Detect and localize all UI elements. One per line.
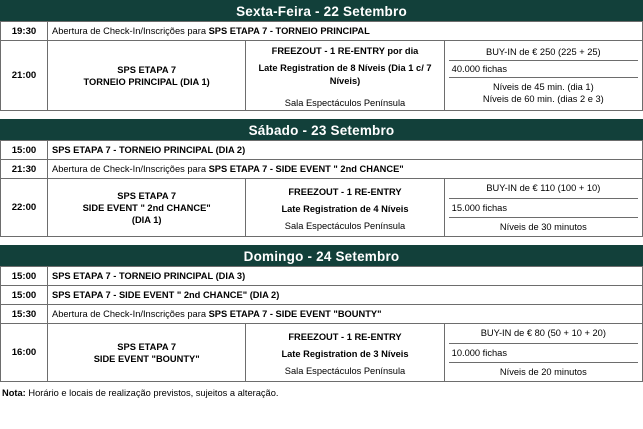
format-line: FREEZOUT - 1 RE-ENTRY [288, 187, 402, 197]
row-description-bold: SPS ETAPA 7 - TORNEIO PRINCIPAL (DIA 3) [52, 271, 246, 281]
row-description-bold: SPS ETAPA 7 - TORNEIO PRINCIPAL [208, 26, 370, 36]
row-description-bold: SPS ETAPA 7 - SIDE EVENT " 2nd CHANCE" [208, 164, 404, 174]
buyin-sub-row [449, 78, 638, 108]
row-description [48, 267, 643, 286]
format-line: Late Registration de 4 Níveis [281, 204, 409, 214]
day-table-domingo [0, 266, 643, 382]
row-description [48, 286, 643, 305]
row-time: 21:30 [1, 160, 48, 179]
buyin-amount: BUY-IN de € 80 (50 + 10 + 20) [449, 324, 638, 343]
row-description [48, 305, 643, 324]
blind-levels: Níveis de 30 minutos [499, 221, 587, 232]
venue-line: Sala Espectáculos Península [284, 221, 406, 231]
chip-stack: 10.000 fichas [449, 343, 638, 362]
row-description-bold: SPS ETAPA 7 - TORNEIO PRINCIPAL (DIA 2) [52, 145, 246, 155]
table-row [1, 305, 643, 324]
table-row [1, 41, 643, 111]
event-line: SIDE EVENT " 2nd CHANCE" [82, 202, 211, 213]
row-time: 16:00 [1, 324, 48, 382]
row-description-bold: SPS ETAPA 7 - SIDE EVENT "BOUNTY" [208, 309, 382, 319]
table-row [1, 286, 643, 305]
format-line: Late Registration de 8 Níveis (Dia 1 c/ 7 Níveis) [258, 63, 432, 86]
footer-note [0, 382, 643, 399]
blind-levels [449, 78, 638, 108]
day-header-domingo: Domingo - 24 Setembro [0, 245, 643, 266]
blind-level-line: Níveis de 45 min. (dia 1) [492, 81, 594, 92]
day-table-sexta-feira [0, 21, 643, 111]
row-format-details [246, 41, 444, 111]
buyin-sub-table [449, 179, 638, 236]
event-line: TORNEIO PRINCIPAL (DIA 1) [83, 76, 210, 87]
day-block-sabado [0, 119, 643, 237]
event-line: SPS ETAPA 7 [117, 190, 177, 201]
format-line: Late Registration de 3 Níveis [281, 349, 409, 359]
row-time: 15:00 [1, 267, 48, 286]
table-row [1, 141, 643, 160]
row-description-plain: Abertura de Check-In/Inscrições para [52, 26, 209, 36]
format-line: FREEZOUT - 1 RE-ENTRY [288, 332, 402, 342]
row-description [48, 141, 643, 160]
footer-note-label: Nota: [2, 388, 26, 398]
row-buyin-details [444, 324, 642, 382]
row-description-plain: Abertura de Check-In/Inscrições para [52, 164, 209, 174]
buyin-sub-table [449, 44, 638, 108]
buyin-sub-row [449, 179, 638, 198]
row-time: 15:30 [1, 305, 48, 324]
row-time: 22:00 [1, 179, 48, 237]
row-buyin-details [444, 41, 642, 111]
row-time: 15:00 [1, 141, 48, 160]
format-line: FREEZOUT - 1 RE-ENTRY por dia [271, 46, 419, 56]
day-header-sabado: Sábado - 23 Setembro [0, 119, 643, 140]
day-block-domingo [0, 245, 643, 382]
chip-stack: 15.000 fichas [449, 198, 638, 217]
table-row [1, 22, 643, 41]
section-gap [0, 111, 643, 119]
row-event-name [48, 41, 246, 111]
blind-level-line: Níveis de 60 min. (dias 2 e 3) [482, 93, 604, 104]
row-description [48, 22, 643, 41]
event-line: SPS ETAPA 7 [117, 341, 177, 352]
event-line: SPS ETAPA 7 [117, 64, 177, 75]
table-row [1, 179, 643, 237]
buyin-sub-row [449, 362, 638, 381]
row-format-details [246, 324, 444, 382]
buyin-sub-row [449, 61, 638, 78]
buyin-amount: BUY-IN de € 250 (225 + 25) [449, 44, 638, 61]
day-header-sexta-feira: Sexta-Feira - 22 Setembro [0, 0, 643, 21]
row-format-details [246, 179, 444, 237]
section-gap [0, 237, 643, 245]
table-row [1, 324, 643, 382]
venue-line: Sala Espectáculos Península [284, 366, 406, 376]
row-event-name [48, 324, 246, 382]
chip-stack: 40.000 fichas [449, 61, 638, 78]
row-time: 19:30 [1, 22, 48, 41]
row-event-name [48, 179, 246, 237]
buyin-amount: BUY-IN de € 110 (100 + 10) [449, 179, 638, 198]
table-row [1, 267, 643, 286]
footer-note-text: Horário e locais de realização previstos, sujeitos a alteração. [25, 388, 279, 398]
event-line: (DIA 1) [131, 214, 162, 225]
row-time: 21:00 [1, 41, 48, 111]
buyin-sub-table [449, 324, 638, 381]
buyin-sub-row [449, 198, 638, 217]
day-block-sexta-feira [0, 0, 643, 111]
buyin-sub-row [449, 343, 638, 362]
table-row [1, 160, 643, 179]
row-description-bold: SPS ETAPA 7 - SIDE EVENT " 2nd CHANCE" (DIA 2) [52, 290, 280, 300]
buyin-sub-row [449, 324, 638, 343]
buyin-sub-row [449, 217, 638, 236]
row-time: 15:00 [1, 286, 48, 305]
row-buyin-details [444, 179, 642, 237]
event-line: SIDE EVENT "BOUNTY" [93, 353, 200, 364]
venue-line: Sala Espectáculos Península [284, 98, 406, 108]
row-description-plain: Abertura de Check-In/Inscrições para [52, 309, 209, 319]
day-table-sabado [0, 140, 643, 237]
buyin-sub-row [449, 44, 638, 61]
blind-levels: Níveis de 20 minutos [499, 366, 587, 377]
row-description [48, 160, 643, 179]
